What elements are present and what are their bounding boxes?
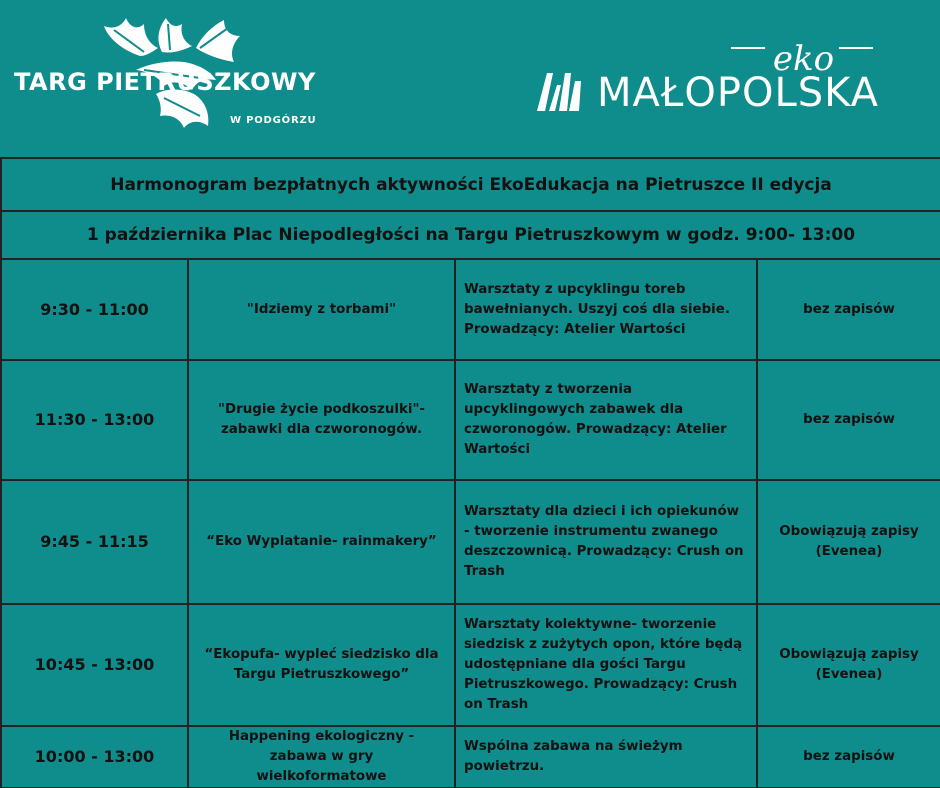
schedule-title: Harmonogram bezpłatnych aktywności EkoEdukacja na Pietruszce II edycja [1,158,940,211]
malopolska-mountain-icon [535,63,587,115]
schedule-title-row [1,158,940,211]
targ-pietruszkowy-title: TARG PIETRUSZKOWY [14,68,316,96]
header [0,0,940,156]
activity-registration: bez zapisów [757,259,940,360]
activity-time: 9:45 - 11:15 [1,480,188,604]
activity-description: Warsztaty z tworzenia upcyklingowych zabawek dla czworonogów. Prowadzący: Atelier Wartości [455,360,757,480]
activity-registration: bez zapisów [757,360,940,480]
activity-registration: Obowiązują zapisy (Evenea) [757,604,940,726]
activity-name: "Idziemy z torbami" [188,259,455,360]
targ-pietruszkowy-logo [14,8,344,148]
eko-text: eko [772,39,835,79]
table-row [1,604,940,726]
activity-description: Warsztaty kolektywne- tworzenie siedzisk z zużytych opon, które będą udostępniane dla gości Targu Pietruszkowego. Prowadzący: Crush on Trash [455,604,757,726]
schedule-subtitle: 1 października Plac Niepodległości na Targu Pietruszkowym w godz. 9:00- 13:00 [1,211,940,259]
activity-time: 10:45 - 13:00 [1,604,188,726]
activity-name: “Ekopufa- wypleć siedzisko dla Targu Pietruszkowego” [188,604,455,726]
activity-registration: bez zapisów [757,726,940,788]
activity-time: 11:30 - 13:00 [1,360,188,480]
table-row [1,726,940,788]
eko-right-dash [839,47,873,49]
activity-description: Warsztaty dla dzieci i ich opiekunów - tworzenie instrumentu zwanego deszczownicą. Prowadzący: Crush on Trash [455,480,757,604]
activity-description: Wspólna zabawa na świeżym powietrzu. [455,726,757,788]
malopolska-text: MAŁOPOLSKA [597,70,880,116]
schedule-table [0,157,940,788]
activity-time: 9:30 - 11:00 [1,259,188,360]
table-row [1,360,940,480]
activity-name: "Drugie życie podkoszulki"- zabawki dla czworonogów. [188,360,455,480]
targ-pietruszkowy-subtitle: W PODGÓRZU [230,115,317,126]
activity-description: Warsztaty z upcyklingu toreb bawełnianych. Uszyj coś dla siebie. Prowadzący: Atelier Wartości [455,259,757,360]
activity-registration: Obowiązują zapisy (Evenea) [757,480,940,604]
table-row [1,480,940,604]
activity-time: 10:00 - 13:00 [1,726,188,788]
activity-name: Happening ekologiczny - zabawa w gry wielkoformatowe [188,726,455,788]
schedule-subtitle-row [1,211,940,259]
eko-malopolska-logo [535,25,905,125]
activity-name: “Eko Wyplatanie- rainmakery” [188,480,455,604]
table-row [1,259,940,360]
